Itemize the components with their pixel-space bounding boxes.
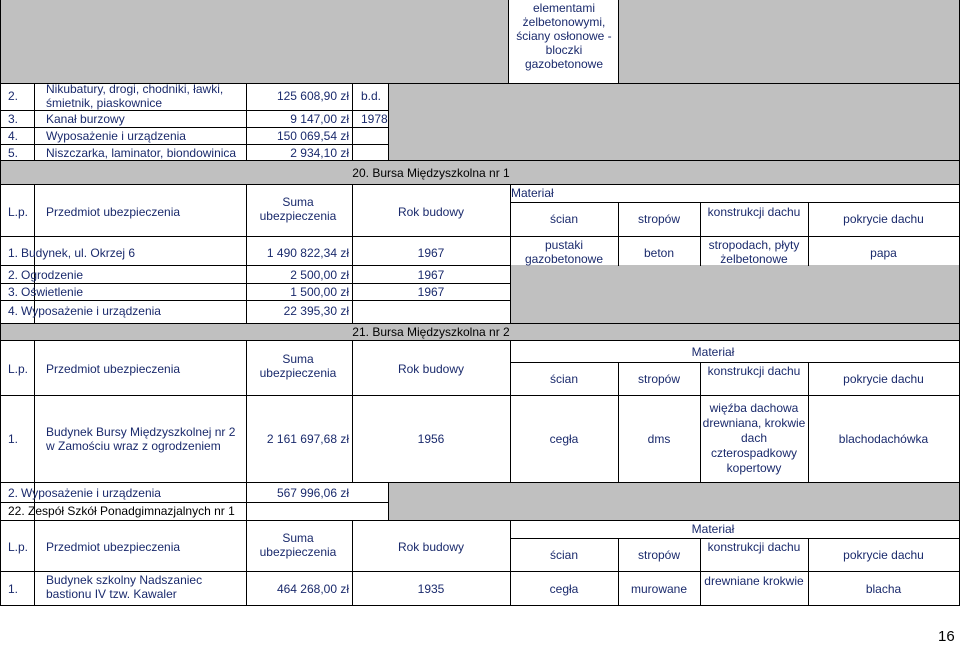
row-item: Niszczarka, laminator, biondowinica <box>46 146 237 160</box>
header-item: Przedmiot ubezpieczenia <box>46 205 181 219</box>
row-sum: 1 490 822,34 zł <box>266 246 349 260</box>
row-roof-cover: papa <box>870 246 897 260</box>
row-lp: 1. <box>8 246 19 260</box>
header-lp: L.p. <box>8 540 29 554</box>
row-item: Wyposażenie i urządzenia <box>21 486 161 500</box>
header-material: Materiał <box>511 186 554 200</box>
grey-top-right <box>618 0 960 83</box>
header-walls: ścian <box>549 548 578 562</box>
row-walls: cegła <box>549 432 579 446</box>
row-lp: 5. <box>8 146 19 160</box>
row-item: Oświetlenie <box>21 285 84 299</box>
row-lp: 3. <box>8 112 19 126</box>
row-year: 1956 <box>417 432 445 446</box>
header-material: Materiał <box>691 345 735 359</box>
grey-top-left <box>0 0 508 83</box>
header-walls: ścian <box>549 372 578 386</box>
row-lp: 1. <box>8 582 19 596</box>
row-sum: 22 395,30 zł <box>283 304 349 318</box>
row-lp: 4. <box>8 129 19 143</box>
row-roof-structure: drewniane krokwie <box>704 574 804 588</box>
row-item: Ogrodzenie <box>21 268 84 282</box>
row-year: b.d. <box>361 89 382 103</box>
header-roof-cover: pokrycie dachu <box>843 548 924 562</box>
header-year: Rok budowy <box>397 540 465 554</box>
row-roof-cover: blacha <box>865 582 902 596</box>
header-sum: Suma ubezpieczenia <box>259 195 337 223</box>
header-year: Rok budowy <box>397 205 465 219</box>
section-title: 20. Bursa Międzyszkolna nr 1 <box>352 166 510 180</box>
row-lp: 1. <box>8 432 19 446</box>
row-walls: pustaki gazobetonowe <box>524 238 604 266</box>
header-year: Rok budowy <box>397 362 465 376</box>
grey-sec19-right <box>388 83 960 160</box>
row-roof-structure: stropodach, płyty żelbetonowe <box>708 238 800 266</box>
row-ceilings: dms <box>647 432 671 446</box>
grey-sec20-lower <box>510 265 960 323</box>
row-item: Kanał burzowy <box>46 112 125 126</box>
row-year: 1967 <box>417 268 445 282</box>
row-item: Budynek, ul. Okrzej 6 <box>21 246 136 260</box>
row-lp: 2. <box>8 89 19 103</box>
row-sum: 2 934,10 zł <box>290 146 349 160</box>
row-ceilings: murowane <box>630 582 688 596</box>
header-material: Materiał <box>691 522 735 536</box>
top-material-text: elementami żelbetonowymi, ściany osłonowe - bloczki gazobetonowe <box>516 1 612 71</box>
page-number: 16 <box>938 628 955 645</box>
header-ceilings: stropów <box>637 548 681 562</box>
header-sum: Suma ubezpieczenia <box>259 531 337 559</box>
header-lp: L.p. <box>8 205 29 219</box>
row-sum: 1 500,00 zł <box>290 285 349 299</box>
row-lp: 3. <box>8 285 19 299</box>
row-sum: 2 500,00 zł <box>290 268 349 282</box>
row-sum: 9 147,00 zł <box>290 112 349 126</box>
row-year: 1967 <box>417 246 445 260</box>
row-sum: 464 268,00 zł <box>276 582 349 596</box>
row-roof-structure: więźba dachowa drewniana, krokwie dach czterospadkowy kopertowy <box>702 401 806 475</box>
header-lp: L.p. <box>8 362 29 376</box>
row-lp: 2. <box>8 268 19 282</box>
header-roof-structure: konstrukcji dachu <box>707 205 801 219</box>
row-item: Budynek szkolny Nadszaniec bastionu IV tzw. Kawaler <box>46 573 203 601</box>
section-title: 22. Zespół Szkół Ponadgimnazjalnych nr 1 <box>8 504 235 518</box>
row-sum: 125 608,90 zł <box>276 89 349 103</box>
header-item: Przedmiot ubezpieczenia <box>46 540 181 554</box>
header-roof-cover: pokrycie dachu <box>843 372 924 386</box>
row-item: Wyposażenie i urządzenia <box>46 129 186 143</box>
header-ceilings: stropów <box>637 212 681 226</box>
row-sum: 2 161 697,68 zł <box>266 432 349 446</box>
header-roof-structure: konstrukcji dachu <box>707 540 801 554</box>
header-item: Przedmiot ubezpieczenia <box>46 362 181 376</box>
header-roof-structure: konstrukcji dachu <box>707 364 801 378</box>
row-item: Wyposażenie i urządzenia <box>21 304 161 318</box>
row-walls: cegła <box>549 582 579 596</box>
row-roof-cover: blachodachówka <box>838 432 929 446</box>
section-title: 21. Bursa Międzyszkolna nr 2 <box>352 325 510 339</box>
header-ceilings: stropów <box>637 372 681 386</box>
header-walls: ścian <box>549 212 578 226</box>
row-ceilings: beton <box>643 246 675 260</box>
header-roof-cover: pokrycie dachu <box>843 212 924 226</box>
row-year: 1967 <box>417 285 445 299</box>
grey-sec21-lower <box>388 482 960 520</box>
row-lp: 2. <box>8 486 19 500</box>
row-item: Budynek Bursy Międzyszkolnej nr 2 w Zamościu wraz z ogrodzeniem <box>46 425 236 453</box>
header-sum: Suma ubezpieczenia <box>259 352 337 380</box>
row-item: Nikubatury, drogi, chodniki, ławki, śmietnik, piaskownice <box>46 82 224 110</box>
row-sum: 150 069,54 zł <box>276 129 349 143</box>
row-sum: 567 996,06 zł <box>276 486 349 500</box>
row-lp: 4. <box>8 304 19 318</box>
row-year: 1935 <box>417 582 445 596</box>
row-year: 1978 <box>361 112 388 126</box>
